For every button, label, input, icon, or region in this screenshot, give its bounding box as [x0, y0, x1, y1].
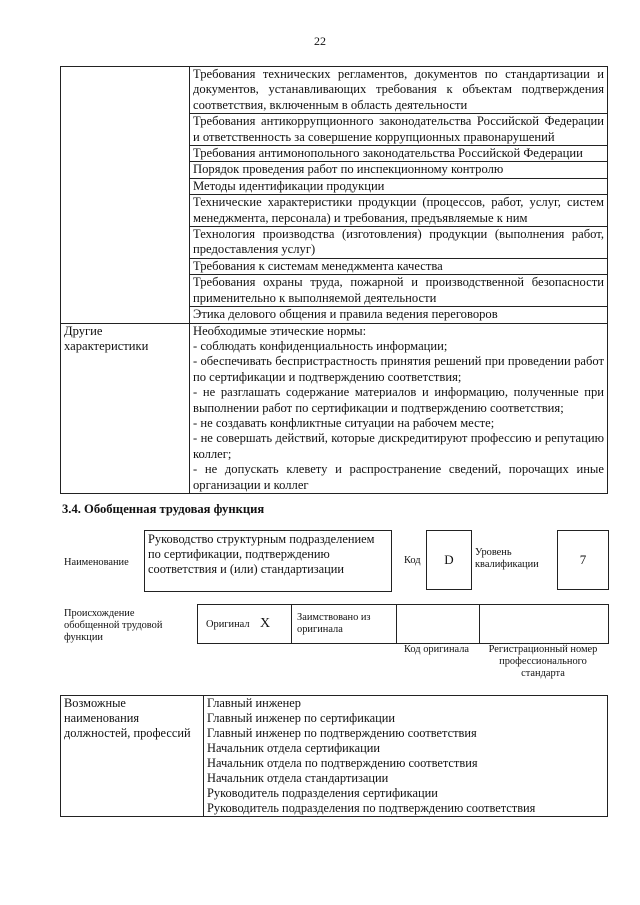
knowledge-table	[60, 66, 608, 494]
requirement-item: Технология производства (изготовления) продукции (выполнения работ, предоставления услуг)	[190, 227, 608, 259]
ethics-line: - не создавать конфликтные ситуации на рабочем месте;	[193, 415, 495, 430]
position-item: Начальник отдела стандартизации	[207, 771, 389, 785]
name-label: Наименование	[64, 557, 129, 568]
reg-number-caption: Регистрационный номер профессионального стандарта	[488, 644, 598, 679]
requirement-item: Этика делового общения и правила ведения переговоров	[190, 307, 608, 323]
positions-table	[60, 695, 608, 817]
level-label: Уровень квалификации	[475, 547, 539, 570]
position-item: Главный инженер	[207, 696, 301, 710]
ethics-line: - соблюдать конфиденциальность информации;	[193, 338, 448, 353]
position-item: Руководитель подразделения по подтверждению соответствия	[207, 801, 536, 815]
level-value: 7	[557, 530, 609, 590]
divider	[479, 605, 480, 643]
other-characteristics-cell	[190, 323, 608, 493]
empty-label-cell	[61, 67, 190, 324]
name-value: Руководство структурным подразделением по сертификации, подтверждению соответствия и (или) стандартизации	[144, 530, 392, 592]
original-mark: X	[260, 616, 271, 631]
code-label: Код	[404, 555, 421, 566]
ethics-line: Необходимые этические нормы:	[193, 323, 367, 338]
page-number: 22	[314, 34, 326, 48]
requirement-item: Технические характеристики продукции (процессов, работ, услуг, систем менеджмента, персонала) и требования, предъявляемые к ним	[190, 195, 608, 227]
other-characteristics-label: Другие характеристики	[61, 323, 190, 493]
section-title: 3.4. Обобщенная трудовая функция	[62, 502, 265, 516]
code-original-caption: Код оригинала	[404, 644, 470, 655]
divider	[396, 605, 397, 643]
original-label: Оригинал	[206, 619, 250, 630]
position-item: Главный инженер по подтверждению соответствия	[207, 726, 477, 740]
requirement-item: Требования технических регламентов, документов по стандартизации и документов, устанавливающих требования к объектам подтверждения соответствия, включенным в область деятельности	[190, 67, 608, 114]
ethics-line: - не совершать действий, которые дискредитируют профессию и репутацию коллег;	[193, 431, 604, 461]
requirement-item: Требования к системам менеджмента качества	[190, 258, 608, 274]
position-item: Главный инженер по сертификации	[207, 711, 396, 725]
borrowed-label: Заимствовано из оригинала	[297, 612, 371, 635]
divider	[291, 605, 292, 643]
position-item: Начальник отдела сертификации	[207, 741, 380, 755]
positions-cell	[204, 696, 608, 817]
requirement-item: Требования охраны труда, пожарной и производственной безопасности применительно к выполняемой деятельности	[190, 275, 608, 307]
requirement-item: Порядок проведения работ по инспекционному контролю	[190, 162, 608, 178]
code-value: D	[426, 530, 472, 590]
ethics-line: - не допускать клевету и распространение сведений, порочащих иные организации и коллег	[193, 462, 604, 492]
origin-label: Происхождение обобщенной трудовой функции	[64, 608, 163, 643]
requirement-item: Требования антимонопольного законодательства Российской Федерации	[190, 146, 608, 162]
requirement-item: Методы идентификации продукции	[190, 178, 608, 194]
position-item: Начальник отдела по подтверждению соответствия	[207, 756, 478, 770]
position-item: Руководитель подразделения сертификации	[207, 786, 438, 800]
ethics-line: - обеспечивать беспристрастность принятия решений при проведении работ по сертификации и подтверждению соответствия;	[193, 354, 604, 384]
origin-row	[197, 604, 609, 644]
ethics-line: - не разглашать содержание материалов и информацию, полученные при выполнении работ по сертификации и подтверждению соответствия;	[193, 385, 604, 415]
requirement-item: Требования антикоррупционного законодательства Российской Федерации и ответственность за совершение коррупционных правонарушений	[190, 114, 608, 146]
positions-label: Возможные наименования должностей, профессий	[61, 696, 204, 817]
